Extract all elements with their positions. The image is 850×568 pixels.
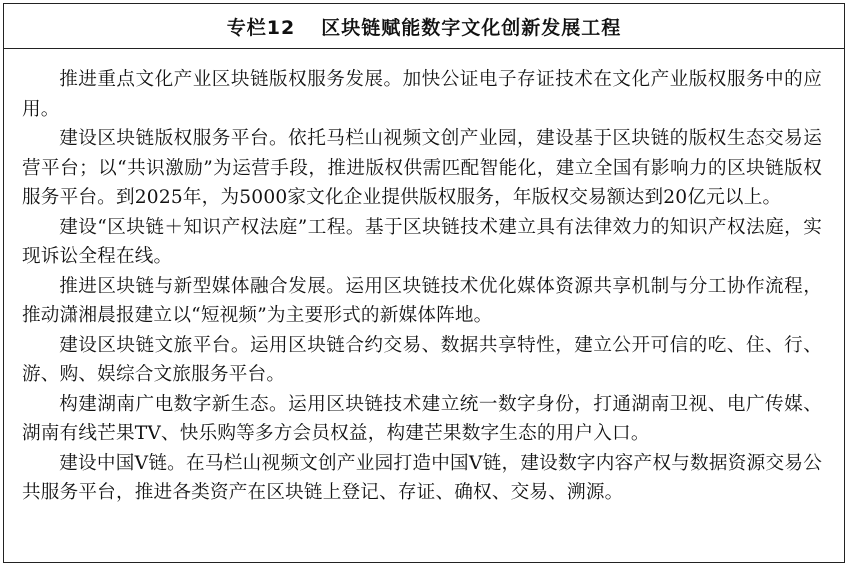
- column-number: 专栏12: [226, 16, 296, 39]
- paragraph-china-v-chain: 建设中国V链。在马栏山视频文创产业园打造中国V链，建设数字内容产权与数据资源交易公共服务平台，推进各类资产在区块链上登记、存证、确权、交易、溯源。: [22, 452, 822, 503]
- column-header: [4, 4, 844, 49]
- paragraph-ip-court: 建设“区块链＋知识产权法庭”工程。基于区块链技术建立具有法律效力的知识产权法庭，实现诉讼全程在线。: [22, 216, 822, 267]
- paragraph-copyright-services: 推进重点文化产业区块链版权服务发展。加快公证电子存证技术在文化产业版权服务中的应用。: [22, 69, 822, 120]
- paragraph-media-integration: 推进区块链与新型媒体融合发展。运用区块链技术优化媒体资源共享机制与分工协作流程，推动潇湘晨报建立以“短视频”为主要形式的新媒体阵地。: [22, 275, 822, 326]
- column-body: [4, 49, 844, 508]
- column-box: [3, 3, 845, 563]
- paragraph-copyright-platform: 建设区块链版权服务平台。依托马栏山视频文创产业园，建设基于区块链的版权生态交易运营平台；以“共识激励”为运营手段，推进版权供需匹配智能化，建立全国有影响力的区块链版权服务平台。到2025年，为5000家文化企业提供版权服务，年版权交易额达到20亿元以上。: [22, 128, 822, 208]
- column-title: 区块链赋能数字文化创新发展工程: [321, 16, 622, 39]
- paragraph-hunan-broadcast: 构建湖南广电数字新生态。运用区块链技术建立统一数字身份，打通湖南卫视、电广传媒、湖南有线芒果TV、快乐购等多方会员权益，构建芒果数字生态的用户入口。: [22, 393, 822, 444]
- paragraph-tourism-platform: 建设区块链文旅平台。运用区块链合约交易、数据共享特性，建立公开可信的吃、住、行、游、购、娱综合文旅服务平台。: [22, 334, 822, 385]
